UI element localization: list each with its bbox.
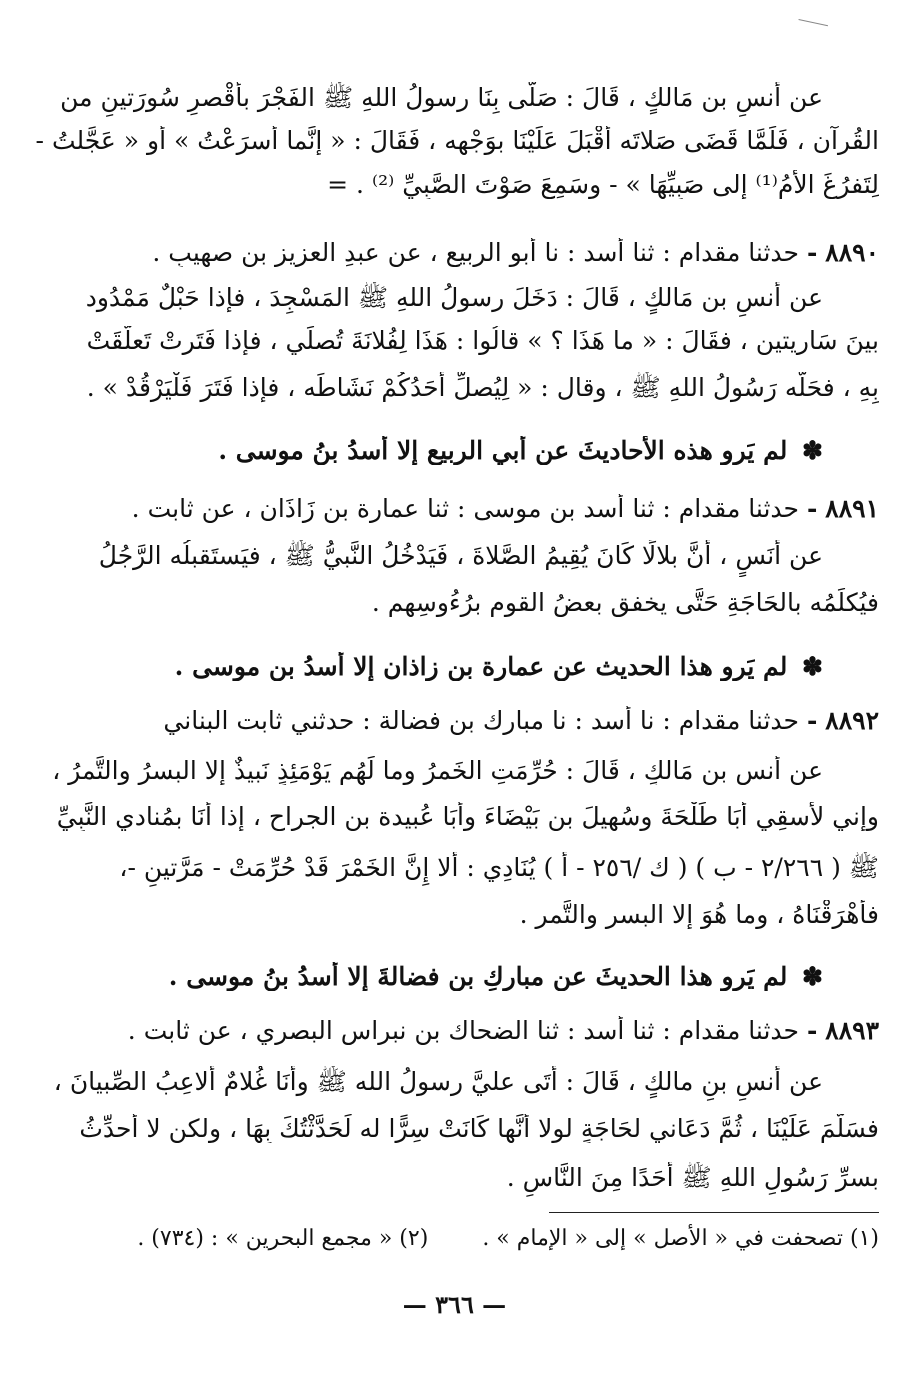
hadith-8890 [30, 238, 879, 267]
star-icon: ✽ [802, 436, 823, 465]
text-line: بِهِ ، فحَلَّه رَسُولُ اللهِ ﷺ ، وقال : « لِيُصلِّ أَحَدُكُمْ نَشَاطَه ، فإذا فَتَرَ فَلْيَرْقُدْ » . [86, 373, 879, 402]
footnote-2: (٢) « مجمع البحرين » : (٧٣٤) . [137, 1226, 429, 1251]
dash: - [806, 494, 818, 523]
hadith-number: ٨٨٩٢ [825, 706, 879, 735]
text-line: فسَلَّمَ عَلَيْنَا ، ثُمَّ دَعَاني لحَاجَةٍ لولا أنَّها كَانَتْ سِرًّا له لَحَدَّثْتُكَ بِهَا ، ولكن لا أُحدِّثُ [79, 1114, 879, 1143]
text-line: بسرِّ رَسُولِ اللهِ ﷺ أَحَدًا مِنَ النَّاسِ . [506, 1163, 879, 1192]
text-line: عن أنسِ بن مَالكٍ ، قَالَ : حُرِّمَتِ الخَمرُ وما لَهُم يَوْمَئِذٍ نَبيذٌ إلا البسرُ والتَّمرُ ، [52, 756, 823, 785]
text-line: عن أنسِ بنِ مالكٍ ، قَالَ : أَتَى عليَّ رسولُ الله ﷺ وأَنَا غُلامٌ أُلاعِبُ الصِّبيانَ ، [53, 1067, 823, 1096]
footnote-divider [549, 1212, 879, 1213]
hadith-8893 [30, 1016, 879, 1045]
hadith-number: ٨٨٩٠ [825, 238, 879, 267]
section-note [30, 652, 823, 681]
hadith-number: ٨٨٩١ [825, 494, 879, 523]
section-note-text: لم يَروِ هذا الحديث عن عمارة بن زاذان إلا أسدُ بن موسى . [174, 652, 788, 681]
footnotes [30, 1226, 879, 1251]
text-line: وإني لأَسقِي أَبَا طَلْحَةَ وسُهيلَ بن بَيْضَاءَ وأَبَا عُبيدة بن الجراح ، إذا أَنَا بمُنادي النَّبِيِّ [56, 802, 879, 831]
text-line: فيُكلِّمُه بالحَاجَةِ حَتَّى يخفق بعضُ القومِ برُءُوسِهم . [371, 588, 879, 617]
dash: - [806, 1016, 818, 1045]
text-line: عن أنسِ بن مَالكٍ ، قَالَ : دَخَلَ رسولُ اللهِ ﷺ المَسْجِدَ ، فإذا حَبْلٌ مَمْدُود [85, 283, 823, 312]
text-line: عن أنسِ بن مَالكٍ ، قَالَ : صَلَّى بِنَا رسولُ اللهِ ﷺ الفَجْرَ بأَقْصرِ سُورَتينِ من [60, 83, 823, 112]
hadith-number: ٨٨٩٣ [825, 1016, 879, 1045]
hadith-8892 [30, 706, 879, 735]
section-note [30, 962, 823, 991]
dash: - [806, 238, 818, 267]
text-line: لِتَفرُغَ الأمُ⁽¹⁾ إلى صَبِيِّهَا » - وسَمِعَ صَوْتَ الصَّبِيِّ ⁽²⁾ . = [327, 170, 879, 199]
text-line: عن أَنَسٍ ، أَنَّ بلالًا كَانَ يُقِيمُ الصَّلاةَ ، فَيَدْخُلُ النَّبيُّ ﷺ ، فيَستَقبلُه الرَّجُلُ [98, 541, 823, 570]
section-note-text: لم يَروِ هذه الأحاديثَ عن أبي الربيع إلا أسدُ بنُ موسى . [218, 436, 788, 465]
hadith-isnad: حدثنا مقدام : ثنا أسد : نا أبو الربيع ، عن عبدِ العزيز بن صهيبٍ . [152, 238, 799, 267]
hadith-isnad: حدثنا مقدام : نا أسد : نا مبارك بن فضالة : حدثني ثابت البناني [163, 706, 799, 735]
hadith-8891 [30, 494, 879, 523]
section-note-text: لم يَروِ هذا الحديثَ عن مباركِ بن فضالةَ إلا أسدُ بنُ موسى . [168, 962, 788, 991]
dash: - [806, 706, 818, 735]
text-line: بينَ سَاريتينِ ، فقَالَ : « ما هَذَا ؟ » قالُوا : هَذَا لِفُلانَةَ تُصلِّي ، فإذا فَتَرتْ تَعلَّقَتْ [86, 326, 879, 355]
star-icon: ✽ [802, 962, 823, 991]
hadith-isnad: حدثنا مقدام : ثنا أسد بن موسى : ثنا عمارة بن زَاذَان ، عن ثابت . [131, 494, 799, 523]
corner-mark [796, 19, 828, 38]
star-icon: ✽ [802, 652, 823, 681]
text-line: فأَهْرَقْنَاهُ ، وما هُوَ إلا البسر والتَّمر . [519, 900, 879, 929]
page-number: — ٣٦٦ — [402, 1290, 507, 1319]
text-line: ﷺ ( ٢/٢٦٦ - ب ) ( ك /٢٥٦ - أ ) يُنَادِي : أَلا إِنَّ الخَمْرَ قَدْ حُرِّمَتْ - مَرَّتينِ -، [119, 853, 879, 882]
footnote-1: (١) تصحفت في « الأصل » إلى « الإمام » . [482, 1226, 879, 1251]
section-note [30, 436, 823, 465]
hadith-isnad: حدثنا مقدام : ثنا أسد : ثنا الضحاك بن نبراس البصري ، عن ثابت . [127, 1016, 799, 1045]
text-line: القُرآن ، فَلَمَّا قَضَى صَلاتَه أَقْبَلَ عَلَيْنَا بوَجْهِه ، فَقَالَ : « إِنَّما أَسرَعْتُ » أو « عَجَّلتُ - [35, 126, 879, 155]
